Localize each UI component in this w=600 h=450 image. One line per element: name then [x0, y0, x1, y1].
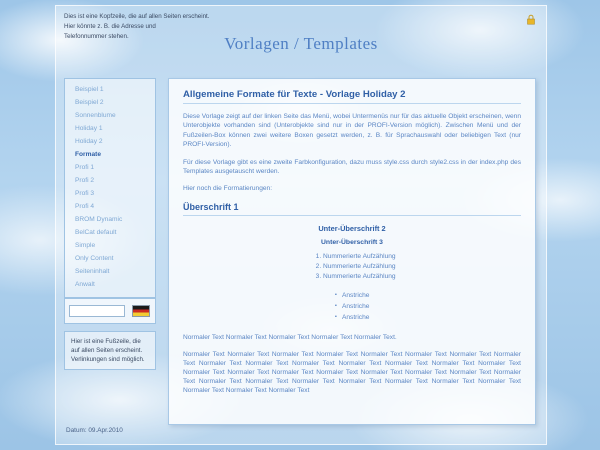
sidebar-item-simple[interactable]: Simple	[75, 242, 96, 249]
normal-text-block-2: Normaler Text Normaler Text Normaler Text Normaler Text Normaler Text Normaler Text Normaler Text Normaler Text Normaler Text Normaler Text Normaler Text Normaler Text Normaler Text Normaler Text Normaler Text Normaler Text Normaler Text Normaler Text Normaler Text Normaler Text Normaler Text Normaler Text Normaler Text Normaler Text Normaler Text Normaler Text Normaler Text Normaler Text Normaler Text Normaler Text Normaler Text Normaler Text Normaler Text	[183, 350, 521, 394]
sidebar-item-anwalt[interactable]: Anwalt	[75, 281, 95, 288]
content-subheading-3: Unter-Überschrift 3	[321, 238, 383, 246]
sidebar-item-belcat-default[interactable]: BelCat default	[75, 229, 117, 236]
header-line-2: Hier könnte z. B. die Adresse und	[64, 23, 156, 30]
sidebar-item-brom-dynamic[interactable]: BROM Dynamic	[75, 216, 123, 223]
bullet-list	[183, 290, 521, 323]
sidebar-item-only-content[interactable]: Only Content	[75, 255, 114, 262]
page-title: Vorlagen / Templates	[224, 34, 378, 53]
search-input[interactable]	[69, 305, 125, 317]
list-item: 2. Nummerierte Aufzählung	[323, 262, 521, 272]
list-item: ▪ Anstriche	[335, 301, 521, 312]
content-subheading-2: Unter-Überschrift 2	[318, 223, 386, 233]
content-paragraph-3: Hier noch die Formatierungen:	[183, 185, 273, 193]
sidebar-item-holiday-2[interactable]: Holiday 2	[75, 138, 103, 145]
header-line-3: Telefonnummer stehen.	[64, 33, 129, 40]
footer-note: Hier ist eine Fußzeile, die auf allen Seiten erscheint. Verlinkungen sind möglich.	[64, 331, 156, 370]
list-item: 3. Nummerierte Aufzählung	[323, 272, 521, 282]
sidebar-item-profi-1[interactable]: Profi 1	[75, 164, 95, 171]
content-paragraph-1: Diese Vorlage zeigt auf der linken Seite das Menü, wobei Untermenüs nur für das aktuelle Objekt erscheinen, wenn Unterobjekte vorhanden sind (Unterobjekte sind nur in der PROFI-Version möglich). Zwischen Menü und der Fußzeilen-Box können zwei weitere Boxen gesetzt werden, z. B. für Sprachauswahl oder beliebigen Text (nur PROFI-Version).	[183, 113, 521, 149]
list-item: 1. Nummerierte Aufzählung	[323, 252, 521, 262]
sidebar-item-profi-4[interactable]: Profi 4	[75, 203, 95, 210]
content-panel	[168, 78, 536, 425]
lock-icon[interactable]	[526, 14, 536, 25]
sidebar-item-beispiel-1[interactable]: Beispiel 1	[75, 86, 104, 93]
list-item: ▪ Anstriche	[335, 290, 521, 301]
numbered-list	[183, 252, 521, 282]
site-header	[56, 6, 546, 72]
sidebar-nav	[64, 78, 156, 298]
sidebar-item-holiday-1[interactable]: Holiday 1	[75, 125, 103, 132]
sidebar-item-sonnenblume[interactable]: Sonnenblume	[75, 112, 116, 119]
sidebar-item-beispiel-2[interactable]: Beispiel 2	[75, 99, 104, 106]
sidebar-item-profi-3[interactable]: Profi 3	[75, 190, 95, 197]
german-flag-icon[interactable]	[132, 305, 150, 317]
sidebar-item-formate[interactable]: Formate	[75, 151, 102, 158]
date-line: Datum: 09.Apr.2010	[66, 427, 123, 434]
header-line-1: Dies ist eine Kopfzeile, die auf allen Seiten erscheint.	[64, 13, 210, 20]
search-language-box	[64, 298, 156, 324]
sidebar-item-profi-2[interactable]: Profi 2	[75, 177, 95, 184]
content-title: Allgemeine Formate für Texte - Vorlage Holiday 2	[183, 89, 521, 104]
normal-text-block-1: Normaler Text Normaler Text Normaler Text Normaler Text Normaler Text.	[183, 333, 397, 341]
sidebar-item-seiteninhalt[interactable]: Seiteninhalt	[75, 268, 110, 275]
site-frame	[55, 5, 547, 445]
list-item: ▪ Anstriche	[335, 312, 521, 323]
content-paragraph-2: Für diese Vorlage gibt es eine zweite Farbkonfiguration, dazu muss style.css durch style2.css in der index.php des Templates ausgetauscht werden.	[183, 158, 521, 176]
content-heading-1: Überschrift 1	[183, 202, 521, 216]
